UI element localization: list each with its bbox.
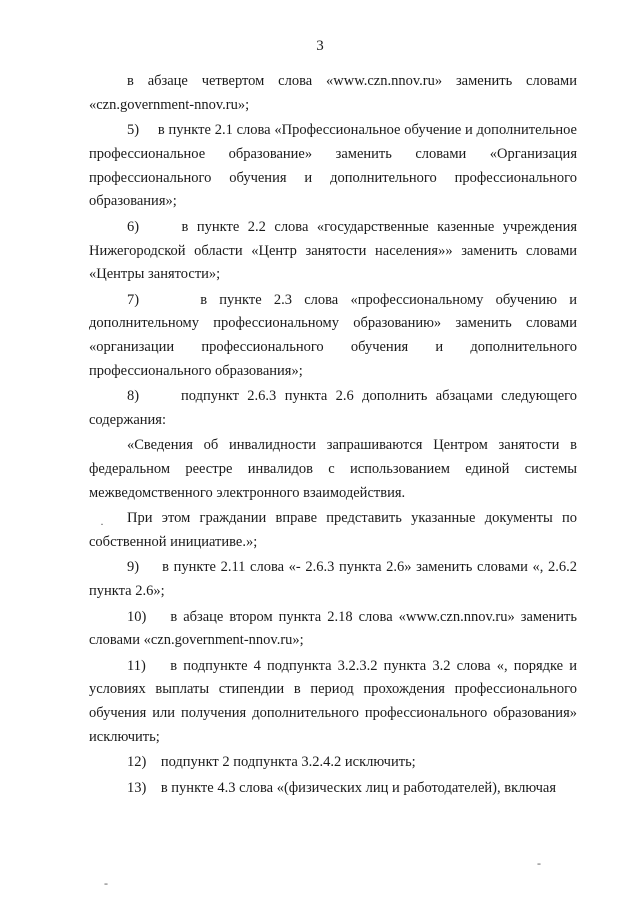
- paragraph-item-10: 10) в абзаце втором пункта 2.18 слова «www.czn.nnov.ru» заменить словами «czn.government-nnov.ru»;: [89, 608, 577, 649]
- scan-speck: ·: [100, 517, 104, 531]
- scan-speck: -: [104, 876, 108, 890]
- paragraph-item-5: 5) в пункте 2.1 слова «Профессиональное обучение и дополнительное профессиональное образование» заменить словами «Организация профессионального обучения и дополнительного профессионального образования»;: [89, 122, 577, 210]
- paragraph-item-6: 6) в пункте 2.2 слова «государственные казенные учреждения Нижегородской области «Центр занятости населения»» заменить словами «Центры занятости»;: [89, 218, 577, 283]
- page-number: 3: [316, 38, 324, 54]
- paragraph-quote-disability: «Сведения об инвалидности запрашиваются Центром занятости в федеральном реестре инвалидов с использованием единой системы межведомственного электронного взаимодействия.: [89, 437, 577, 502]
- paragraph-item-11: 11) в подпункте 4 подпункта 3.2.3.2 пункта 3.2 слова «, порядке и условиях выплаты стипендии в период прохождения профессионального обучения или получения дополнительного профессионального образования» исключить;: [89, 657, 577, 746]
- paragraph-item-7: 7) в пункте 2.3 слова «профессиональному обучению и дополнительному профессиональному образованию» заменить словами «организации профессионального обучения и дополнительного профессионального образования»;: [89, 291, 577, 380]
- paragraph-item-9: 9) в пункте 2.11 слова «- 2.6.3 пункта 2.6» заменить словами «, 2.6.2 пункта 2.6»;: [89, 559, 577, 600]
- paragraph-item-13: 13) в пункте 4.3 слова «(физических лиц и работодателей), включая: [127, 779, 557, 796]
- paragraph-quote-citizens: При этом граждании вправе представить указанные документы по собственной инициативе.»;: [89, 510, 577, 551]
- paragraph-item-12: 12) подпункт 2 подпункта 3.2.4.2 исключить;: [127, 754, 416, 771]
- paragraph-1: в абзаце четвертом слова «www.czn.nnov.ru» заменить словами «czn.government-nnov.ru»;: [89, 73, 577, 113]
- document-body: [89, 70, 577, 802]
- scan-speck: -: [537, 856, 541, 870]
- paragraph-item-8: 8) подпункт 2.6.3 пункта 2.6 дополнить абзацами следующего содержания:: [89, 388, 577, 429]
